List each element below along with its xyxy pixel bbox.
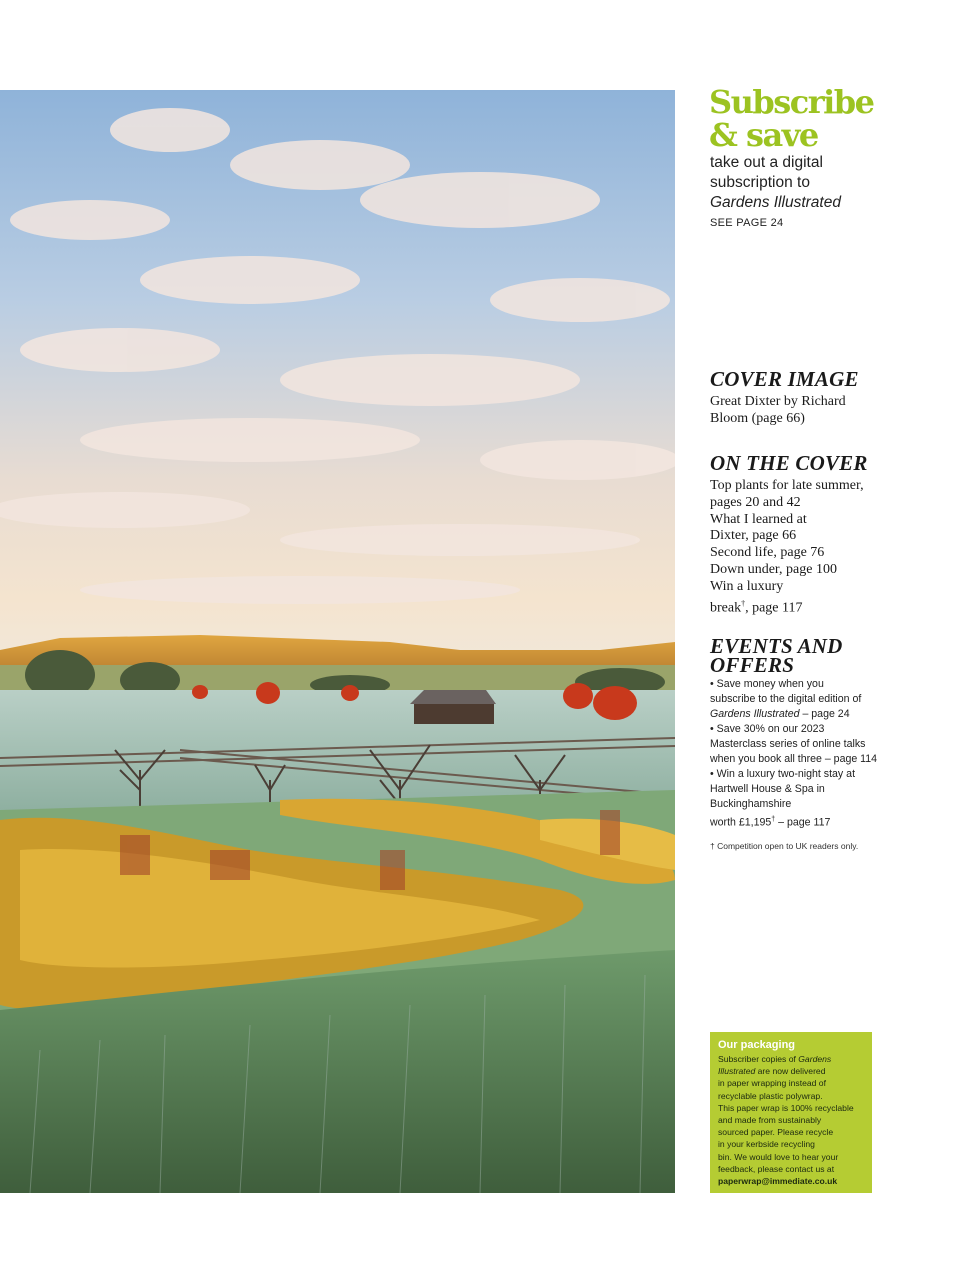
cover-line: Second life, page 76 — [710, 545, 825, 561]
cover-image-heading: COVER IMAGE — [710, 367, 859, 391]
packaging-text: bin. We would love to hear your — [718, 1151, 839, 1162]
event-item — [710, 722, 940, 767]
packaging-title: Our packaging — [718, 1039, 796, 1051]
subscribe-title — [709, 83, 949, 154]
packaging-box — [710, 1032, 872, 1193]
subscribe-desc-line2: subscription to — [710, 174, 810, 191]
event-text: Masterclass series of online talks — [710, 738, 866, 750]
cover-image-section — [710, 367, 940, 428]
event-text: • Save money when you — [710, 678, 824, 690]
packaging-text: feedback, please contact us at — [718, 1163, 835, 1174]
subscribe-magazine-name: Gardens Illustrated — [710, 194, 841, 211]
packaging-text: This paper wrap is 100% recyclable — [718, 1102, 854, 1113]
packaging-text: in your kerbside recycling — [718, 1139, 815, 1150]
cover-photo — [0, 90, 675, 1193]
on-the-cover-section — [710, 451, 940, 617]
events-heading — [710, 634, 940, 677]
event-magazine-name: Gardens Illustrated — [710, 708, 800, 720]
cover-line: Top plants for late summer, — [710, 478, 864, 493]
event-text: – page 117 — [775, 816, 831, 829]
packaging-text: in paper wrapping instead of — [718, 1078, 826, 1089]
event-item — [710, 767, 940, 831]
cover-line: What I learned at — [710, 511, 807, 527]
event-text: worth £1,195 — [710, 816, 772, 829]
events-heading-line1: EVENTS AND — [710, 634, 843, 658]
subscribe-description — [710, 153, 940, 213]
packaging-text: recyclable plastic polywrap. — [718, 1090, 823, 1101]
packaging-magazine-name: Gardens — [798, 1054, 832, 1064]
cover-image-line: Great Dixter by Richard — [710, 394, 846, 409]
packaging-text: and made from sustainably — [718, 1115, 822, 1126]
event-text: Buckinghamshire — [710, 798, 792, 810]
on-the-cover-heading: ON THE COVER — [710, 451, 868, 475]
event-item — [710, 677, 940, 722]
event-text: – page 24 — [799, 708, 850, 720]
packaging-body — [718, 1053, 864, 1187]
packaging-text: sourced paper. Please recycle — [718, 1127, 834, 1138]
dagger-mark: † — [771, 816, 776, 823]
cover-line: Down under, page 100 — [710, 561, 837, 577]
dagger-mark: † — [741, 598, 746, 608]
on-the-cover-list — [710, 478, 940, 617]
events-section — [710, 634, 940, 851]
cover-image-credit — [710, 394, 940, 428]
cover-line: , page 117 — [745, 600, 803, 616]
subscribe-title-line1: Subscribe — [709, 83, 874, 121]
packaging-magazine-name: Illustrated — [718, 1066, 756, 1077]
cover-line: Win a luxury — [710, 578, 784, 594]
packaging-text: Subscriber copies of — [718, 1054, 799, 1064]
packaging-email-link[interactable]: paperwrap@immediate.co.uk — [718, 1176, 838, 1187]
event-text: • Win a luxury two-night stay at — [710, 768, 856, 780]
cover-line: pages 20 and 42 — [710, 494, 801, 510]
cover-line: Dixter, page 66 — [710, 528, 797, 544]
events-list — [710, 677, 940, 831]
competition-note: † Competition open to UK readers only. — [710, 840, 859, 851]
packaging-text: are now delivered — [755, 1066, 826, 1077]
subscribe-desc-line1: take out a digital — [710, 154, 823, 171]
event-text: Hartwell House & Spa in — [710, 783, 825, 795]
events-heading-line2: OFFERS — [710, 653, 795, 677]
subscribe-page-ref: SEE PAGE 24 — [710, 217, 784, 229]
subscribe-title-line2: & save — [709, 116, 818, 154]
cover-line: break — [710, 600, 742, 616]
event-text: when you book all three – page 114 — [710, 753, 878, 765]
cover-image-line: Bloom (page 66) — [710, 410, 805, 426]
event-text: subscribe to the digital edition of — [710, 693, 862, 705]
event-text: • Save 30% on our 2023 — [710, 723, 825, 735]
